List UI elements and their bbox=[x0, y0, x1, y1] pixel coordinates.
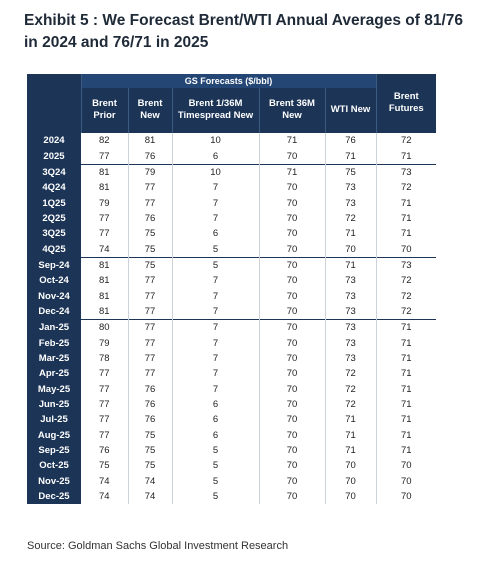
table-cell: 75 bbox=[128, 241, 172, 257]
table-row bbox=[27, 226, 436, 241]
table-row bbox=[27, 320, 436, 336]
table-cell: 7 bbox=[172, 351, 259, 366]
table-row bbox=[27, 304, 436, 320]
table-body bbox=[27, 133, 436, 505]
table-cell: 75 bbox=[128, 226, 172, 241]
row-label: 4Q24 bbox=[27, 180, 81, 195]
table-cell: 77 bbox=[128, 180, 172, 195]
table-cell: 75 bbox=[81, 458, 128, 473]
row-label: Jan-25 bbox=[27, 320, 81, 336]
table-cell: 77 bbox=[81, 382, 128, 397]
table-cell: 73 bbox=[376, 257, 436, 273]
table-cell: 75 bbox=[128, 443, 172, 458]
table-cell: 10 bbox=[172, 133, 259, 149]
row-label: Oct-24 bbox=[27, 273, 81, 288]
table-cell: 71 bbox=[400, 337, 412, 349]
row-label: Dec-24 bbox=[27, 304, 81, 320]
forecast-table-container bbox=[27, 74, 436, 504]
table-cell: 7 bbox=[172, 195, 259, 210]
table-cell: 6 bbox=[172, 148, 259, 164]
row-label: May-25 bbox=[27, 382, 81, 397]
col-header-brent-futures: Brent Futures bbox=[376, 74, 436, 133]
table-cell: 70 bbox=[259, 458, 325, 473]
table-cell: 76 bbox=[128, 382, 172, 397]
row-label: 2025 bbox=[27, 148, 81, 164]
table-cell: 77 bbox=[81, 428, 128, 443]
table-cell: 81 bbox=[81, 273, 128, 288]
table-cell: 77 bbox=[81, 226, 128, 241]
table-row bbox=[27, 241, 436, 257]
table-cell: 81 bbox=[81, 304, 128, 320]
table-cell: 77 bbox=[81, 397, 128, 412]
row-label: Sep-25 bbox=[27, 443, 81, 458]
table-cell: 70 bbox=[259, 428, 325, 443]
table-cell: 76 bbox=[128, 397, 172, 412]
table-cell: 70 bbox=[259, 180, 325, 195]
table-cell: 70 bbox=[259, 397, 325, 412]
table-cell: 71 bbox=[325, 257, 376, 273]
table-cell: 7 bbox=[172, 180, 259, 195]
table-cell: 75 bbox=[128, 458, 172, 473]
table-cell: 71 bbox=[376, 320, 436, 336]
table-cell: 79 bbox=[81, 195, 128, 210]
table-cell: 6 bbox=[172, 428, 259, 443]
row-label: 2Q25 bbox=[27, 211, 81, 226]
table-row bbox=[27, 148, 436, 164]
gs-forecasts-group-header: GS Forecasts ($/bbl) bbox=[81, 74, 376, 88]
table-cell: 70 bbox=[325, 474, 376, 489]
table-cell: 73 bbox=[325, 320, 376, 336]
table-cell: 71 bbox=[400, 383, 412, 395]
table-cell: 70 bbox=[259, 211, 325, 226]
table-cell: 78 bbox=[81, 351, 128, 366]
table-cell: 5 bbox=[172, 489, 259, 504]
table-cell: 70 bbox=[400, 460, 412, 472]
table-cell: 72 bbox=[400, 182, 412, 194]
table-cell: 7 bbox=[172, 382, 259, 397]
table-cell: 72 bbox=[400, 290, 412, 302]
table-cell: 71 bbox=[400, 368, 412, 380]
table-cell: 73 bbox=[376, 164, 436, 180]
table-row bbox=[27, 351, 436, 366]
table-row bbox=[27, 257, 436, 273]
row-label: Nov-25 bbox=[27, 474, 81, 489]
table-cell: 72 bbox=[325, 211, 376, 226]
table-cell: 74 bbox=[81, 474, 128, 489]
table-cell: 70 bbox=[259, 474, 325, 489]
col-header-brent-new: Brent New bbox=[128, 88, 172, 133]
table-cell: 80 bbox=[81, 320, 128, 336]
exhibit-title: Exhibit 5 : We Forecast Brent/WTI Annual Averages of 81/76 in 2024 and 76/71 in 2025 bbox=[24, 12, 463, 51]
table-row bbox=[27, 489, 436, 504]
table-cell: 76 bbox=[128, 211, 172, 226]
table-header bbox=[27, 74, 436, 133]
table-cell: 71 bbox=[400, 228, 412, 240]
table-cell: 70 bbox=[259, 257, 325, 273]
table-cell: 76 bbox=[81, 443, 128, 458]
table-cell: 76 bbox=[128, 412, 172, 427]
table-cell: 77 bbox=[128, 351, 172, 366]
table-row bbox=[27, 458, 436, 473]
row-label: Feb-25 bbox=[27, 335, 81, 350]
table-cell: 70 bbox=[259, 489, 325, 504]
table-row bbox=[27, 443, 436, 458]
col-header-wti-new: WTI New bbox=[325, 88, 376, 133]
table-cell: 7 bbox=[172, 273, 259, 288]
table-cell: 70 bbox=[259, 241, 325, 257]
table-cell: 72 bbox=[400, 305, 412, 317]
source-caption: Source: Goldman Sachs Global Investment Research bbox=[27, 540, 289, 552]
table-cell: 72 bbox=[325, 382, 376, 397]
col-header-brent-timespread: Brent 1/36M Timespread New bbox=[172, 88, 259, 133]
table-cell: 81 bbox=[81, 257, 128, 273]
row-label: 3Q24 bbox=[27, 164, 81, 180]
row-label: Mar-25 bbox=[27, 351, 81, 366]
table-cell: 77 bbox=[128, 335, 172, 350]
row-label: Jul-25 bbox=[27, 412, 81, 427]
table-cell: 71 bbox=[325, 412, 376, 427]
table-cell: 70 bbox=[259, 412, 325, 427]
table-cell: 5 bbox=[172, 458, 259, 473]
col-header-brent-prior: Brent Prior bbox=[81, 88, 128, 133]
table-cell: 5 bbox=[172, 443, 259, 458]
table-cell: 70 bbox=[259, 382, 325, 397]
table-cell: 7 bbox=[172, 304, 259, 320]
row-label: Dec-25 bbox=[27, 489, 81, 504]
table-row bbox=[27, 195, 436, 210]
table-cell: 71 bbox=[400, 197, 412, 209]
table-cell: 7 bbox=[172, 335, 259, 350]
table-row bbox=[27, 382, 436, 397]
table-cell: 70 bbox=[400, 243, 412, 255]
table-cell: 75 bbox=[128, 257, 172, 273]
table-cell: 7 bbox=[172, 211, 259, 226]
table-cell: 77 bbox=[128, 288, 172, 303]
table-cell: 79 bbox=[128, 164, 172, 180]
table-cell: 71 bbox=[325, 226, 376, 241]
table-cell: 70 bbox=[259, 351, 325, 366]
table-row bbox=[27, 273, 436, 288]
table-cell: 70 bbox=[259, 226, 325, 241]
table-cell: 71 bbox=[325, 443, 376, 458]
table-cell: 5 bbox=[172, 257, 259, 273]
table-cell: 70 bbox=[325, 241, 376, 257]
table-cell: 75 bbox=[128, 428, 172, 443]
table-row bbox=[27, 133, 436, 149]
table-cell: 7 bbox=[172, 288, 259, 303]
table-cell: 77 bbox=[81, 211, 128, 226]
table-cell: 7 bbox=[172, 320, 259, 336]
table-row bbox=[27, 474, 436, 489]
table-cell: 74 bbox=[128, 474, 172, 489]
row-label: 2024 bbox=[27, 133, 81, 149]
row-label: Aug-25 bbox=[27, 428, 81, 443]
table-cell: 6 bbox=[172, 226, 259, 241]
table-cell: 73 bbox=[325, 180, 376, 195]
table-cell: 71 bbox=[400, 445, 412, 457]
table-cell: 70 bbox=[259, 335, 325, 350]
table-cell: 81 bbox=[81, 288, 128, 303]
table-cell: 70 bbox=[400, 475, 412, 487]
table-row bbox=[27, 164, 436, 180]
table-cell: 81 bbox=[128, 133, 172, 149]
table-cell: 73 bbox=[325, 304, 376, 320]
row-label: 1Q25 bbox=[27, 195, 81, 210]
table-cell: 70 bbox=[259, 195, 325, 210]
table-cell: 7 bbox=[172, 366, 259, 381]
table-cell: 72 bbox=[325, 366, 376, 381]
table-cell: 70 bbox=[259, 148, 325, 164]
table-cell: 72 bbox=[376, 133, 436, 149]
table-row bbox=[27, 288, 436, 303]
table-row bbox=[27, 180, 436, 195]
row-label: 4Q25 bbox=[27, 241, 81, 257]
table-cell: 71 bbox=[400, 399, 412, 411]
table-cell: 71 bbox=[325, 148, 376, 164]
table-cell: 77 bbox=[128, 195, 172, 210]
table-row bbox=[27, 397, 436, 412]
table-cell: 77 bbox=[128, 304, 172, 320]
table-cell: 74 bbox=[128, 489, 172, 504]
table-cell: 74 bbox=[81, 241, 128, 257]
table-cell: 71 bbox=[400, 429, 412, 441]
table-cell: 71 bbox=[400, 414, 412, 426]
table-cell: 71 bbox=[400, 150, 412, 162]
table-cell: 77 bbox=[128, 320, 172, 336]
table-cell: 6 bbox=[172, 397, 259, 412]
table-row bbox=[27, 428, 436, 443]
table-cell: 73 bbox=[325, 195, 376, 210]
table-cell: 73 bbox=[325, 335, 376, 350]
table-cell: 72 bbox=[325, 397, 376, 412]
table-cell: 70 bbox=[325, 458, 376, 473]
table-cell: 76 bbox=[325, 133, 376, 149]
table-cell: 73 bbox=[325, 273, 376, 288]
table-cell: 5 bbox=[172, 241, 259, 257]
table-cell: 74 bbox=[81, 489, 128, 504]
table-cell: 73 bbox=[325, 351, 376, 366]
row-label-header bbox=[27, 74, 81, 133]
table-cell: 6 bbox=[172, 412, 259, 427]
table-cell: 77 bbox=[128, 273, 172, 288]
row-label: Sep-24 bbox=[27, 257, 81, 273]
table-cell: 71 bbox=[259, 133, 325, 149]
table-cell: 77 bbox=[81, 148, 128, 164]
table-cell: 77 bbox=[81, 366, 128, 381]
table-cell: 75 bbox=[325, 164, 376, 180]
table-cell: 70 bbox=[400, 491, 412, 503]
row-label: Apr-25 bbox=[27, 366, 81, 381]
table-cell: 70 bbox=[325, 489, 376, 504]
table-cell: 77 bbox=[81, 412, 128, 427]
table-cell: 77 bbox=[128, 366, 172, 381]
table-cell: 72 bbox=[400, 275, 412, 287]
table-cell: 71 bbox=[259, 164, 325, 180]
forecast-table bbox=[27, 74, 436, 504]
table-cell: 70 bbox=[259, 304, 325, 320]
table-cell: 71 bbox=[325, 428, 376, 443]
row-label: 3Q25 bbox=[27, 226, 81, 241]
table-row bbox=[27, 335, 436, 350]
table-cell: 71 bbox=[400, 212, 412, 224]
row-label: Nov-24 bbox=[27, 288, 81, 303]
table-row bbox=[27, 211, 436, 226]
table-cell: 81 bbox=[81, 164, 128, 180]
table-row bbox=[27, 412, 436, 427]
table-cell: 73 bbox=[325, 288, 376, 303]
table-cell: 70 bbox=[259, 273, 325, 288]
table-cell: 70 bbox=[259, 366, 325, 381]
table-cell: 10 bbox=[172, 164, 259, 180]
table-row bbox=[27, 366, 436, 381]
table-cell: 70 bbox=[259, 320, 325, 336]
table-cell: 70 bbox=[259, 443, 325, 458]
table-cell: 70 bbox=[259, 288, 325, 303]
table-cell: 71 bbox=[400, 352, 412, 364]
row-label: Oct-25 bbox=[27, 458, 81, 473]
table-cell: 79 bbox=[81, 335, 128, 350]
table-cell: 82 bbox=[81, 133, 128, 149]
row-label: Jun-25 bbox=[27, 397, 81, 412]
table-cell: 81 bbox=[81, 180, 128, 195]
table-cell: 5 bbox=[172, 474, 259, 489]
col-header-brent-36m: Brent 36M New bbox=[259, 88, 325, 133]
table-cell: 76 bbox=[128, 148, 172, 164]
